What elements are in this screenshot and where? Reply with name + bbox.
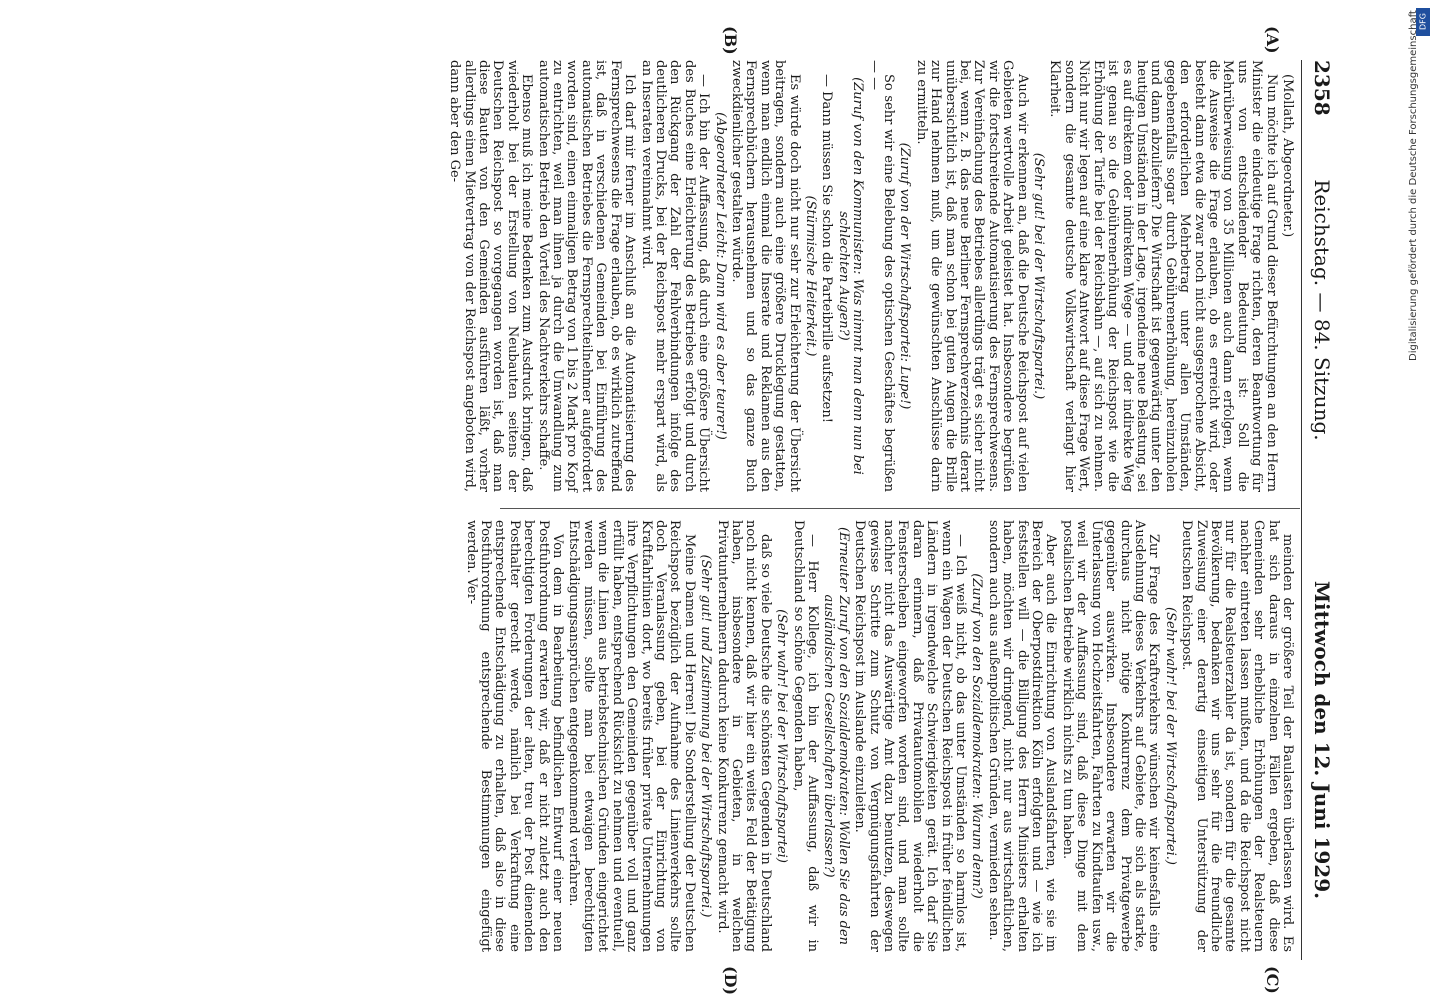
column-separator: [500, 508, 1300, 509]
session-date: Mittwoch den 12. Juni 1929.: [1310, 580, 1334, 900]
paragraph: Nun möchte ich auf Grund dieser Befürchtungen an den Herrn Minister die eindeutige Frage richten, deren Beantwortung für uns von entscheidender Bedeutung ist: Soll die Mehrüberweisung von 35 Millionen auch dann erfolgen, wenn die Ausweise die Frage erlauben, ob es erreicht wird, oder besteht dann etwa die zwar noch nicht ausgesprochene Absicht, den erforderlichen Mehrbetrag unter allen Umständen, gegebenenfalls sogar durch Gebührenerhöhung, hereinzuholen und dann abzuliefern? Die Wirtschaft ist gegenwärtig unter den heutigen Umständen in der Lage, irgendeine neue Belastung, sei es auf direktem oder indirektem Wege — und der indirekte Weg ist genau so die Gebührenerhöhung der Reichspost wie die Erhöhung der Tarife bei der Reichsbahn —, auf sich zu nehmen. Nicht nur wir legen auf eine klare Antwort auf diese Frage Wert, sondern die gesamte deutsche Volkswirtschaft verlangt hier Klarheit.: [1047, 60, 1279, 492]
left-column: [447, 60, 1295, 492]
paragraph: Zur Frage des Kraftverkehrs wünschen wir keinesfalls eine Ausdehnung dieses Verkehrs auf Gebiete, die sich als starke, durchaus nicht nötige Konkurrenz dem Privatgewerbe gegenüber auswirken. Insbesondere erwarten wir die Unterlassung von Hochzeitsfahrten, Fahrten zu Kindtaufen usw., weil wir der Auffassung sind, daß diese Dinge mit dem postalischen Betriebe wirklich nichts zu tun haben.: [1059, 520, 1162, 952]
interjection: (Zuruf von den Sozialdemokraten: Warum denn?): [969, 573, 985, 899]
margin-marker-b: (B): [721, 26, 740, 55]
interjection: (Stürmische Heiterkeit.): [803, 195, 818, 357]
paragraph: (Mollath, Abgeordneter.): [1280, 74, 1295, 238]
paragraph: Von dem in Bearbeitung befindlichen Entwurf einer neuen Postfuhrordnung erwarten wir, daß er nicht zuletzt auch den berechtigten Forderungen der alten, treu der Post dienenden Posthalter gerecht werde, nämlich bei Verkraftung eine entsprechende Entschädigung zu erhalten, daß also in diese Postfuhrordnung entsprechende Bestimmungen eingefügt werden. Ver-: [463, 520, 566, 952]
paragraph: Aber auch die Einrichtung von Auslandsfahrten, wie sie im Bereich der Oberpostdirektion Köln erfolgten und — wie ich feststellen will — die Billigung des Herrn Ministers erhalten haben, möchten wir dringend, nicht nur aus wirtschaftlichen, sondern auch aus außenpolitischen Gründen, vermieden sehen.: [985, 520, 1059, 952]
interjection: (Abgeordneter Leicht: Dann wird es aber teurer!): [712, 112, 728, 440]
margin-marker-c: (C): [1263, 966, 1282, 994]
paragraph: Ich darf mir ferner im Anschluß an die Automatisierung des Fernsprechwesens die Frage erlauben, ob es wirklich zutreffend ist, daß in verschiedenen Gemeinden bei Einführung des automatischen Betriebes die Fernsprechteilnehmer aufgefordert worden sind, einen einmaligen Betrag von 1 bis 2 Mark pro Kopf zu entrichten, weil man ihnen ja durch die Umwandlung zum automatischen Betrieb den Vorteil des Nachtverkehrs schaffe.: [535, 60, 638, 492]
right-column: [463, 520, 1295, 952]
interjection: (Zuruf von der Wirtschaftspartei: Lupe!): [897, 142, 913, 410]
paragraph: daß so viele Deutsche die schönsten Gegenden in Deutschland noch nicht kennen, daß wir hier ein weites Feld der Betätigung haben, insbesondere in Gebieten, in welchen Privatunternehmern dadurch keine Konkurrenz gemacht wird.: [714, 520, 773, 952]
interjection: (Sehr gut! und Zustimmung bei der Wirtschaftspartei.): [698, 554, 714, 918]
paragraph: — Herr Kollege, ich bin der Auffassung, daß wir in Deutschland so schöne Gegenden haben,: [790, 520, 820, 952]
interjection: (Sehr wahr! bei der Wirtschaftspartei.): [1162, 607, 1178, 865]
interjection: (Sehr gut! bei der Wirtschaftspartei.): [1031, 152, 1047, 400]
paragraph: — Ich weiß nicht, ob das unter Umständen so harmlos ist, wenn ein Wagen der Deutschen Reichspost in früher feindlichen Ländern in irgendwelche Schwierigkeiten gerät. Ich darf Sie daran erinnern, daß Privatautomobilen wiederholt die Fensterscheiben eingeworfen worden sind, und man sollte nachher nicht das Auswärtige Amt dazu benutzen, deswegen gewisse Schritte zum Schutz von Vergnügungsfahrten der Deutschen Reichspost im Auslande einzuleiten.: [852, 520, 969, 952]
paragraph: Ebenso muß ich meine Bedenken zum Ausdruck bringen, daß wiederholt bei der Erstellung von Neubauten seitens der Deutschen Reichspost so vorgegangen worden ist, daß man diese Bauten von den Gemeinden ausführen läßt, vorher allerdings einen Mietvertrag von der Reichspost angeboten wird, dann aber den Ge-: [447, 60, 535, 492]
scanned-page: [90, 26, 1340, 996]
paragraph: Meine Damen und Herren! Die Sonderstellung der Deutschen Reichspost bezüglich der Aufnahme des Linienverkehrs sollte doch Veranlassung geben, bei der Einrichtung von Kraftfahrlinien dort, wo bereits früher private Unternehmungen ihre Verpflichtungen den Gemeinden gegenüber voll und ganz erfüllt haben, entsprechend Rücksicht zu nehmen und eventuell, wenn die Linien aus betriebstechnischen Gründen eingerichtet werden müssen, sollte man bei etwaigen berechtigten Entschädigungsansprüchen entgegenkommend verfahren.: [566, 520, 697, 952]
page-number: 2358: [1310, 60, 1334, 116]
interjection: (Zuruf von den Kommunisten: Was nimmt man denn nun bei schlechten Augen?): [835, 77, 866, 475]
paragraph: — Dann müssen Sie schon die Parteibrille aufsetzen!: [819, 74, 835, 423]
session-title: Reichstag. — 84. Sitzung.: [1310, 179, 1334, 441]
margin-marker-d: (D): [721, 966, 740, 996]
paragraph: — Ich bin der Auffassung, daß durch eine größere Übersicht des Buches eine Erleichterung des Betriebes erfolgt und durch den Rückgang der Zahl der Fehlverbindungen infolge des deutlicheren Drucks, bei der Reichspost mehr erspart wird, als an Inseraten vereinnahmt wird.: [638, 60, 712, 492]
page-header: [1304, 60, 1340, 960]
paragraph: Es würde doch nicht nur sehr zur Erleichterung der Übersicht beitragen, sondern auch eine größere Drucklegung gestatten, wenn man endlich einmal die Inserate und Reklamen aus den Fernsprechbüchern herausnehmen und so das ganze Buch zweckdienlicher gestalten würde.: [728, 60, 802, 492]
interjection: (Erneuter Zuruf von den Sozialdemokraten: Wollen Sie das den ausländischen Gesellschaften überlassen?): [821, 526, 851, 946]
paragraph: Auch wir erkennen an, daß die Deutsche Reichspost auf vielen Gebieten wertvolle Arbeit geleistet hat. Insbesondere begrüßen wir die fortschreitende Automatisierung des Fernsprechwesens. Zur Vereinfachung des Betriebes allerdings trägt es sicher nicht bei, wenn z. B. das neue Berliner Fernsprechverzeichnis derart unübersichtlich ist, daß man schon bei guten Augen die Brille zur Hand nehmen muß, um die gewünschten Anschlüsse darin zu ermitteln.: [913, 60, 1030, 492]
dfg-logo: DFG: [1416, 8, 1430, 36]
digitization-watermark: Digitalisierung gefördert durch die Deutsche Forschungsgemeinschaft: [1408, 10, 1419, 361]
paragraph: meinden der größere Teil der Baulasten überlassen wird. Es hat sich daraus in einzelnen Fällen ergeben, daß diese Gemeinden sehr erhebliche Erhöhungen der Realsteuern nachher eintreten lassen mußten, und da die Reichspost nicht nur für die Realsteuerzahler da ist, sondern für die gesamte Bevölkerung, bedanken wir uns sehr für die freundliche Zuweisung einer derartig einseitigen Unterstützung der Deutschen Reichspost.: [1179, 520, 1295, 952]
header-rule: [1301, 60, 1302, 960]
paragraph: So sehr wir eine Belebung des optischen Geschäftes begrüßen — —: [866, 60, 897, 492]
margin-marker-a: (A): [1263, 26, 1282, 54]
interjection: (Sehr wahr! bei der Wirtschaftspartei): [774, 609, 790, 863]
